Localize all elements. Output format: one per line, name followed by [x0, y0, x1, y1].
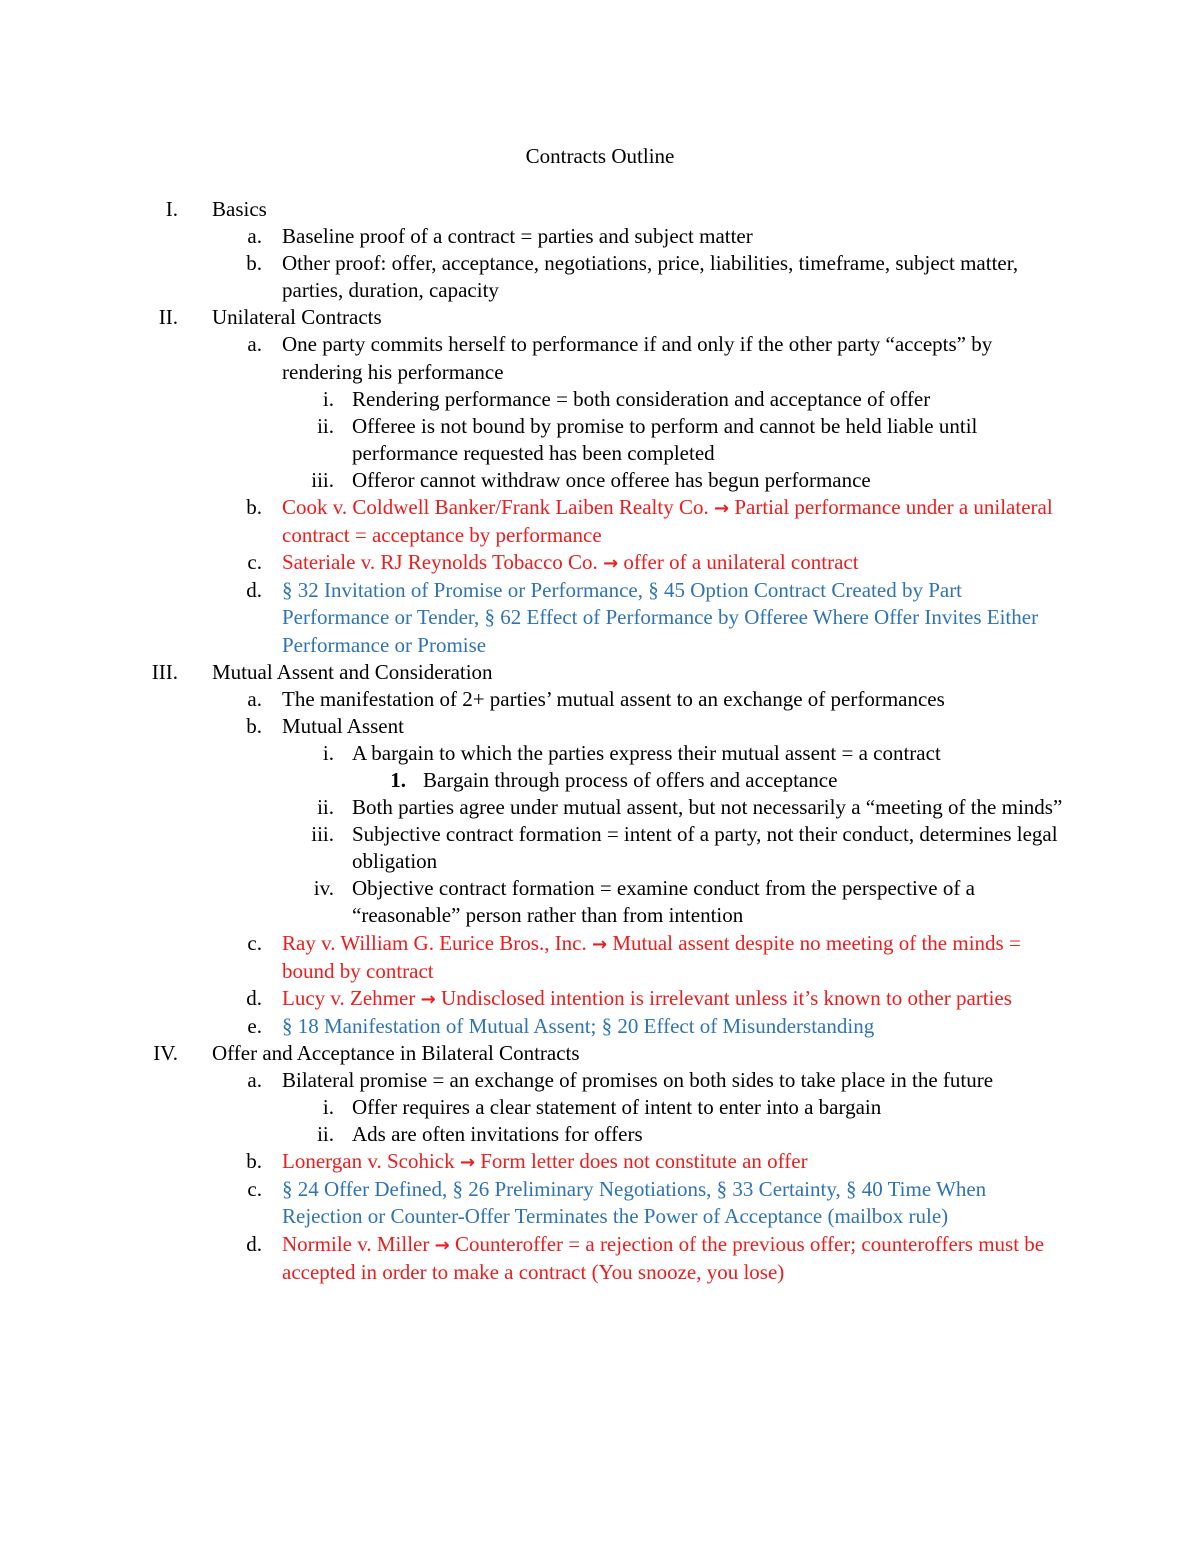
case-holding: Mutual assent despite no meeting of the minds = bound by contract	[282, 930, 1021, 983]
case-holding: Undisclosed intention is irrelevant unless it’s known to other parties	[440, 985, 1012, 1010]
outline-marker: IV.	[153, 1040, 178, 1065]
outline-item	[0, 794, 1200, 821]
outline-item	[0, 413, 1200, 467]
outline-marker: III.	[151, 659, 178, 684]
outline-text: § 24 Offer Defined, § 26 Preliminary Negotiations, § 33 Certainty, § 40 Time When Rejection or Counter-Offer Terminates the Power of Acceptance (mailbox rule)	[282, 1177, 987, 1229]
outline-marker: a.	[247, 1068, 262, 1092]
outline-item	[0, 1231, 1200, 1286]
outline-text: Offeror cannot withdraw once offeree has begun performance	[352, 467, 871, 492]
arrow-icon: →	[603, 553, 619, 575]
outline-text: Offer and Acceptance in Bilateral Contracts	[212, 1040, 580, 1065]
outline-text: Other proof: offer, acceptance, negotiations, price, liabilities, timeframe, subject matter, parties, duration, capacity	[282, 251, 1019, 303]
outline-text: Mutual Assent	[282, 713, 404, 738]
outline-marker: c.	[247, 550, 262, 575]
case-name: Normile v. Miller	[282, 1231, 430, 1256]
case-name: Ray v. William G. Eurice Bros., Inc.	[282, 930, 587, 955]
outline-item	[0, 740, 1200, 767]
case-entry	[282, 549, 1067, 577]
case-name: Cook v. Coldwell Banker/Frank Laiben Realty Co.	[282, 495, 709, 520]
case-entry	[282, 930, 1067, 985]
outline-marker: d.	[246, 1231, 262, 1256]
outline-item	[0, 304, 1200, 331]
outline-text: Offeree is not bound by promise to perform and cannot be held liable until performance requested has been completed	[352, 413, 978, 465]
outline-marker: iii.	[311, 467, 334, 492]
outline-item	[0, 767, 1200, 794]
outline-marker: b.	[246, 713, 262, 738]
outline-item	[0, 577, 1200, 658]
outline-item	[0, 1013, 1200, 1040]
outline-list	[0, 196, 1200, 1286]
case-entry	[282, 1231, 1067, 1286]
outline-marker: i.	[322, 386, 334, 411]
outline-text: Baseline proof of a contract = parties and subject matter	[282, 224, 753, 249]
outline-marker: e.	[247, 1013, 262, 1038]
outline-text: Mutual Assent and Consideration	[212, 659, 493, 684]
outline-item	[0, 1176, 1200, 1230]
outline-item	[0, 1148, 1200, 1176]
outline-item	[0, 930, 1200, 985]
outline-text: Bargain through process of offers and acceptance	[423, 767, 838, 792]
outline-text: Objective contract formation = examine conduct from the perspective of a “reasonable” person rather than from intention	[352, 876, 975, 928]
outline-marker: d.	[246, 985, 262, 1010]
outline-marker: a.	[247, 224, 262, 249]
outline-item	[0, 331, 1200, 385]
outline-marker: b.	[246, 495, 262, 520]
outline-text: Unilateral Contracts	[212, 305, 382, 330]
outline-marker: ii.	[317, 1122, 334, 1147]
case-holding: Partial performance under a unilateral contract = acceptance by performance	[282, 495, 1053, 548]
case-holding: Counteroffer = a rejection of the previous offer; counteroffers must be accepted in order to make a contract (You snooze, you lose)	[282, 1231, 1045, 1284]
arrow-icon: →	[434, 1234, 450, 1256]
outline-item	[0, 821, 1200, 875]
outline-item	[0, 196, 1200, 223]
case-holding: offer of a unilateral contract	[623, 550, 859, 575]
outline-marker: ii.	[317, 413, 334, 438]
outline-text: Bilateral promise = an exchange of promises on both sides to take place in the future	[282, 1068, 994, 1092]
outline-item	[0, 386, 1200, 413]
outline-marker: c.	[247, 1177, 262, 1202]
outline-item	[0, 223, 1200, 250]
arrow-icon: →	[714, 498, 730, 520]
outline-marker: I.	[165, 197, 178, 221]
outline-marker: II.	[158, 305, 178, 330]
outline-marker: b.	[246, 1149, 262, 1174]
outline-marker: d.	[246, 578, 262, 603]
outline-marker: ii.	[317, 795, 334, 820]
outline-item	[0, 713, 1200, 740]
case-entry	[282, 1148, 1067, 1176]
arrow-icon: →	[459, 1152, 475, 1174]
outline-marker: b.	[246, 251, 262, 276]
case-entry	[282, 494, 1067, 549]
outline-item	[0, 659, 1200, 686]
case-entry	[282, 985, 1067, 1013]
arrow-icon: →	[420, 988, 436, 1010]
outline-text: Basics	[212, 197, 267, 221]
outline-text: § 18 Manifestation of Mutual Assent; § 20 Effect of Misunderstanding	[282, 1013, 875, 1038]
outline-text: Rendering performance = both consideration and acceptance of offer	[352, 386, 931, 411]
outline-item	[0, 1094, 1200, 1121]
arrow-icon: →	[592, 933, 608, 955]
outline-item	[0, 1121, 1200, 1148]
outline-item	[0, 1040, 1200, 1067]
outline-marker: a.	[247, 332, 262, 357]
outline-text: Ads are often invitations for offers	[352, 1122, 643, 1147]
outline-item	[0, 875, 1200, 929]
outline-item	[0, 467, 1200, 494]
outline-item	[0, 250, 1200, 304]
outline-text: § 32 Invitation of Promise or Performance, § 45 Option Contract Created by Part Performance or Tender, § 62 Effect of Performance by Offeree Where Offer Invites Either Performance or Promise	[282, 578, 1039, 657]
outline-marker: a.	[247, 686, 262, 711]
case-name: Lonergan v. Scohick	[282, 1149, 455, 1174]
outline-item	[0, 1067, 1200, 1094]
document-title: Contracts Outline	[525, 144, 675, 168]
outline-item	[0, 985, 1200, 1013]
outline-marker: c.	[247, 930, 262, 955]
outline-marker: iv.	[313, 876, 334, 901]
outline-item	[0, 549, 1200, 577]
outline-item	[0, 494, 1200, 549]
case-name: Lucy v. Zehmer	[282, 985, 416, 1010]
outline-text: Subjective contract formation = intent of a party, not their conduct, determines legal obligation	[352, 822, 1058, 874]
outline-item	[0, 686, 1200, 713]
outline-text: One party commits herself to performance if and only if the other party “accepts” by rendering his performance	[282, 332, 993, 384]
outline-text: A bargain to which the parties express their mutual assent = a contract	[352, 740, 941, 765]
outline-marker: iii.	[311, 822, 334, 847]
case-holding: Form letter does not constitute an offer	[480, 1149, 808, 1174]
case-name: Sateriale v. RJ Reynolds Tobacco Co.	[282, 550, 598, 575]
outline-marker: i.	[322, 740, 334, 765]
outline-text: Both parties agree under mutual assent, but not necessarily a “meeting of the minds”	[352, 795, 1063, 820]
outline-marker: 1.	[390, 767, 406, 792]
outline-text: Offer requires a clear statement of intent to enter into a bargain	[352, 1095, 882, 1120]
outline-text: The manifestation of 2+ parties’ mutual assent to an exchange of performances	[282, 686, 945, 711]
outline-marker: i.	[322, 1095, 334, 1120]
